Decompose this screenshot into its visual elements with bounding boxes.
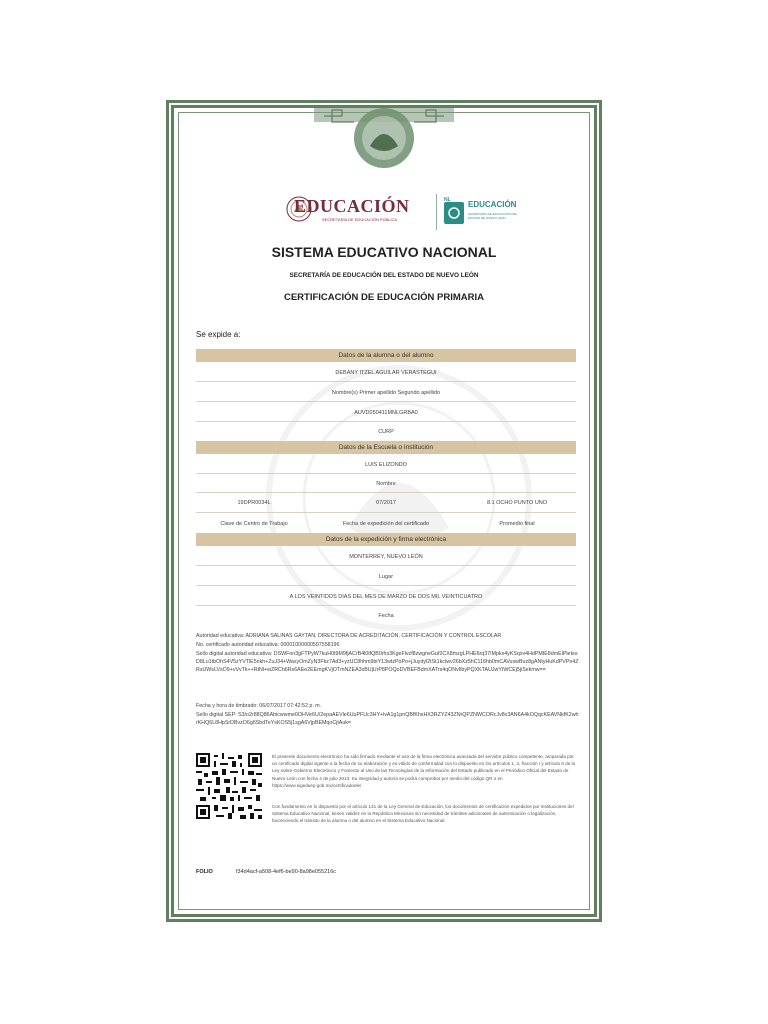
legal-paragraph-electronic-signature: El presente documento electrónico ha sido firmado mediante el uso de la firma electrónica avanzada del servidor público competente, amparada por un certificado digital vigente a la fecha de su elaboración y es válido de conformidad con lo dispuesto en los artículos 1, 3, fracción I y artículo 6 de la Ley sobre Gobierno Electrónico y Fomento al Uso de las Tecnologías de la Información del Estado publicado en el Periódico Oficial del Estado de Nuevo León con fecha 4 de julio 2013. Su integridad y autoría se podrá comprobar por medio del código QR o en https://www.sigeduep.gob.mx/certificadoele/ (272, 754, 576, 788)
school-section-header: Datos de la Escuela o Institución (196, 441, 576, 454)
qr-code-icon[interactable] (196, 753, 262, 819)
school-name: LUIS ELIZONDO (365, 462, 407, 468)
divider (196, 605, 576, 606)
folio-label: FOLIO (196, 869, 213, 875)
divider (196, 565, 576, 566)
school-name-label: Nombre (376, 481, 396, 487)
issuance-place-label: Lugar (378, 574, 394, 580)
issued-to-label: Se expide a: (196, 330, 241, 339)
divider (196, 421, 576, 422)
folio-value: f34d4acf-a508-4ef6-be90-8a98e055216c (236, 869, 336, 875)
final-average-label: Promedio final (499, 521, 535, 527)
secretary-subtitle: SECRETARÍA DE EDUCACIÓN DEL ESTADO DE NUEVO LEÓN (289, 272, 479, 279)
certificate-issue-date-label: Fecha de expedición del certificado (342, 521, 430, 527)
divider (196, 401, 576, 402)
system-title: SISTEMA EDUCATIVO NACIONAL (271, 244, 497, 260)
mexico-coat-of-arms-crest (314, 98, 454, 178)
sep-logo-subtitle: SECRETARÍA DE EDUCACIÓN PÚBLICA (322, 217, 398, 222)
divider (196, 585, 576, 586)
sep-logo-text: EDUCACIÓN (294, 196, 410, 216)
certificate-type-title: CERTIFICACIÓN DE EDUCACIÓN PRIMARIA (283, 292, 485, 303)
certificate-frame (166, 100, 602, 922)
certificate-issue-date: 07/2017 (376, 500, 396, 506)
student-section-header: Datos de la alumna o del alumno (196, 349, 576, 362)
student-name: DEBANY ITZEL AGUILAR VERASTEGUI (335, 370, 437, 376)
authority-digital-seal: Sello digital autoridad educativa: DSWFon3gFTPyW7kuH0t9M9fjACrB4l0tfQB0rhs3KgeFlvzf8zwgneGuf2CX8mzgLPHE6rq37IMpkx4yKSqxv4HdPMIE8dmElPleIesD8Lu1tbOhS4V5zYVTlE5nkh+ZuJ34+WaxyOmZyN3Fkz7Ad3+yzUC8hhm9biY13wtzPoPo+jJuydyl2tSt1kctwv26bXz5hC116hb0mCAVuxwBuz8gANtyHuKdPVPn4ZRsUWsLVsO9+vVvTk++RtNl+wZRCh6Rs6AEe2EEmgKVjOTmNZEA3xBUjUrP8POQoDVBEFBdmXATrs4qONvIlbyPQXKTAUJwYtWCEj5jiSekmw== (196, 651, 579, 674)
student-name-label: Nombre(s) Primer apellido Segundo apellido (331, 390, 441, 396)
authority-line: Autoridad educativa: ADRIANA SALINAS GAYTAN, DIRECTORA DE ACREDITACIÓN, CERTIFICACIÓN Y CONTROL ESCOLAR (196, 633, 502, 639)
student-curp-label: CURP (378, 429, 394, 435)
divider (196, 381, 576, 382)
timbrado-date: Fecha y hora de timbrado: 06/07/2017 07:42:52 p. m. (196, 703, 322, 709)
sep-digital-seal: Sello digital SEP: S3/o2r88Q86Ahicwwme0OHVe6U/2epaAEVle6UuPFUc3HY+lvA1g1pnQBfKhxHX3RZYZ43ZNrQPZNWCORcJv8x3AN6A4kOQqcKEAVNkfK2whrKHQ6L8HpSrDBvzO6g6SbdTeYsKOS5j1sgA6VjpBEMqoCjtAuk= (196, 712, 579, 727)
issuance-section-header: Datos de la expedición y firma electrónica (196, 533, 576, 546)
issuance-date-label: Fecha (378, 613, 394, 619)
nl-mark-text: NL (444, 197, 451, 203)
nl-education-subtitle: SECRETARÍA DE EDUCACIÓN DEL ESTADO DE NUEVO LEÓN (468, 212, 518, 220)
school-cct: 19DPR0034L (237, 500, 271, 506)
nl-education-text: EDUCACIÓN (468, 200, 517, 209)
student-curp: AUVD050411MNLGRBA0 (354, 410, 418, 416)
school-cct-label: Clave de Centro de Trabajo (220, 521, 288, 527)
authority-cert-number: No. certificado autoridad educativa: 00001000000507558196 (196, 642, 340, 648)
legal-paragraph-validity: Con fundamento en lo dispuesto por el artículo 141 de la Ley General de Educación, los documentos de certificación expedidos por instituciones del Sistema Educativo Nacional, tienen validez en la República Mexicana sin necesidad de trámites adicionales de autenticación o legalización, favoreciendo el tránsito de la alumna o del alumno en el Sistema Educativo Nacional. (272, 804, 574, 824)
logo-divider (436, 194, 437, 230)
nl-education-badge-icon (442, 196, 466, 226)
issuance-place: MONTERREY, NUEVO LEÓN (349, 554, 423, 560)
issuance-date: A LOS VEINTIDOS DIAS DEL MES DE MARZO DE DOS MIL VEINTICUATRO (289, 594, 483, 600)
divider (196, 512, 576, 513)
divider (196, 492, 576, 493)
final-average: 8.1 OCHO PUNTO UNO (486, 500, 548, 506)
divider (196, 473, 576, 474)
